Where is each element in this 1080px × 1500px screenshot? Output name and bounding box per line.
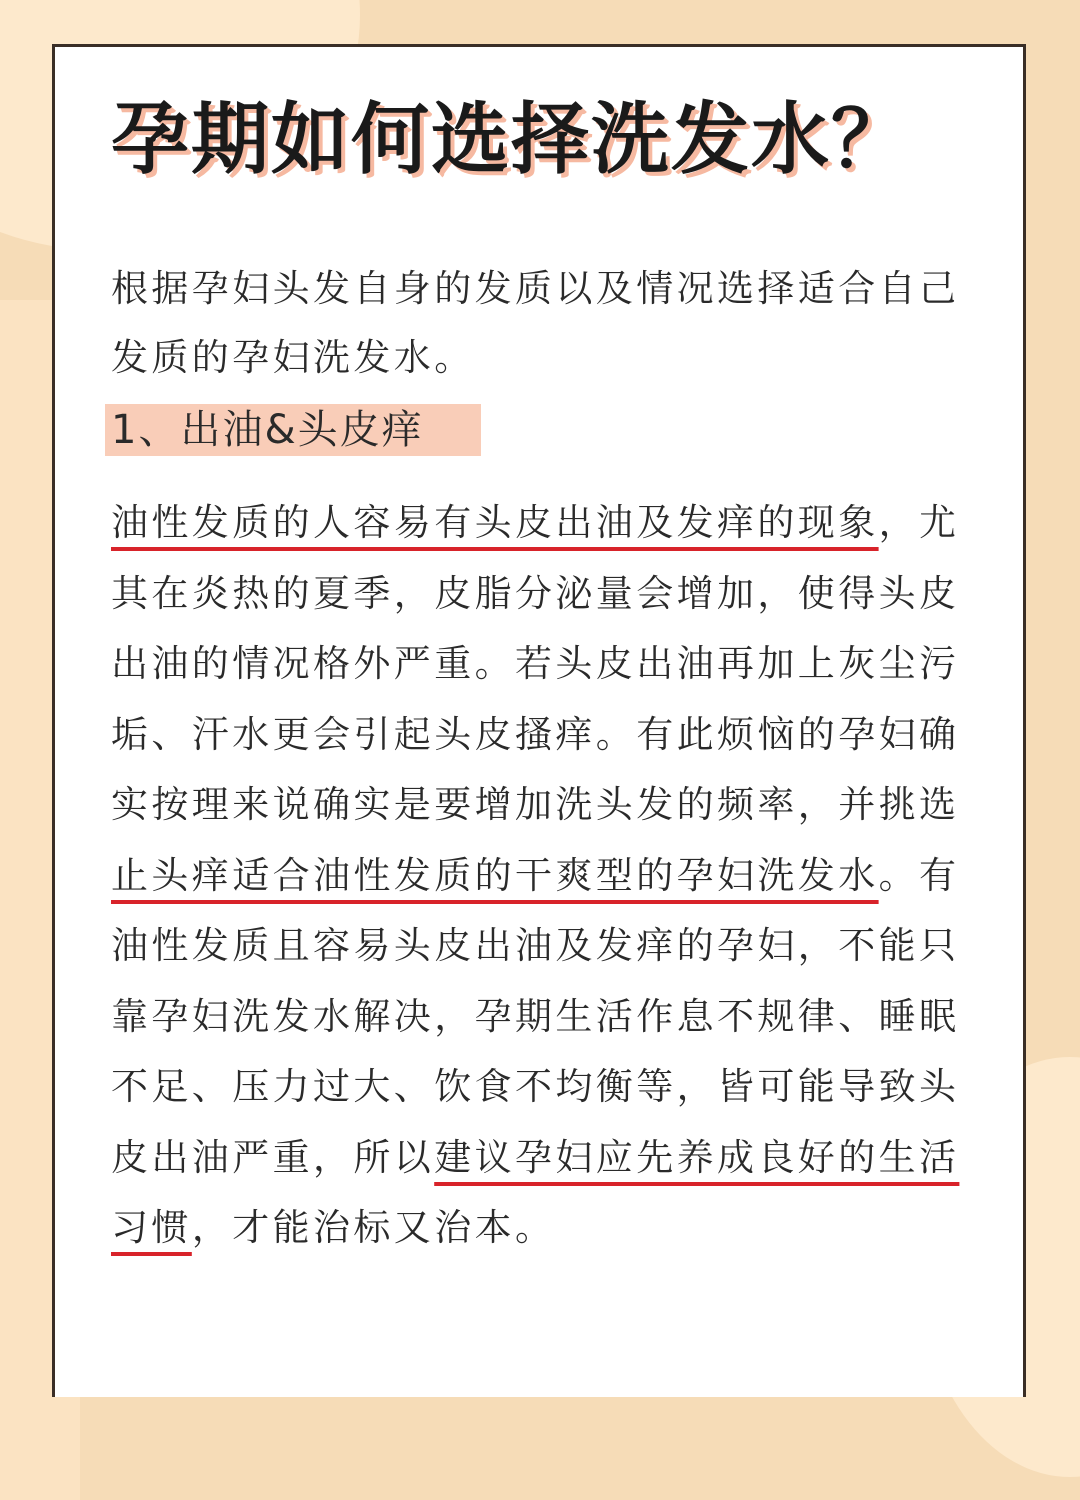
body-segment: ，才能治标又治本。 xyxy=(191,1206,556,1249)
section-heading: 1、出油&头皮痒 xyxy=(105,404,481,456)
body-segment-highlighted: 油性发质的人容易有头皮出油及发痒的现象 xyxy=(111,501,879,544)
body-segment-highlighted: 建议孕妇应先养成良好的生活习惯 xyxy=(111,1135,960,1249)
content-card xyxy=(52,44,1026,1397)
body-segment: ，尤其在炎热的夏季，皮脂分泌量会增加，使得头皮出油的情况格外严重。若头皮出油再加上灰尘污垢、汗水更会引起头皮搔痒。有此烦恼的孕妇确实按理来说确实是要增加洗头发的频率，并挑选 xyxy=(111,501,960,826)
body-segment: 。有油性发质且容易头皮出油及发痒的孕妇，不能只靠孕妇洗发水解决，孕期生活作息不规律、睡眠不足、压力过大、饮食不均衡等，皆可能导致头皮出油严重，所以 xyxy=(111,853,960,1179)
page-title: 孕期如何选择洗发水？ xyxy=(111,95,912,185)
body-segment-highlighted: 止头痒适合油性发质的干爽型的孕妇洗发水 xyxy=(111,853,879,897)
intro-paragraph: 根据孕妇头发自身的发质以及情况选择适合自己发质的孕妇洗发水。 xyxy=(111,267,960,379)
section-body xyxy=(111,488,981,1264)
